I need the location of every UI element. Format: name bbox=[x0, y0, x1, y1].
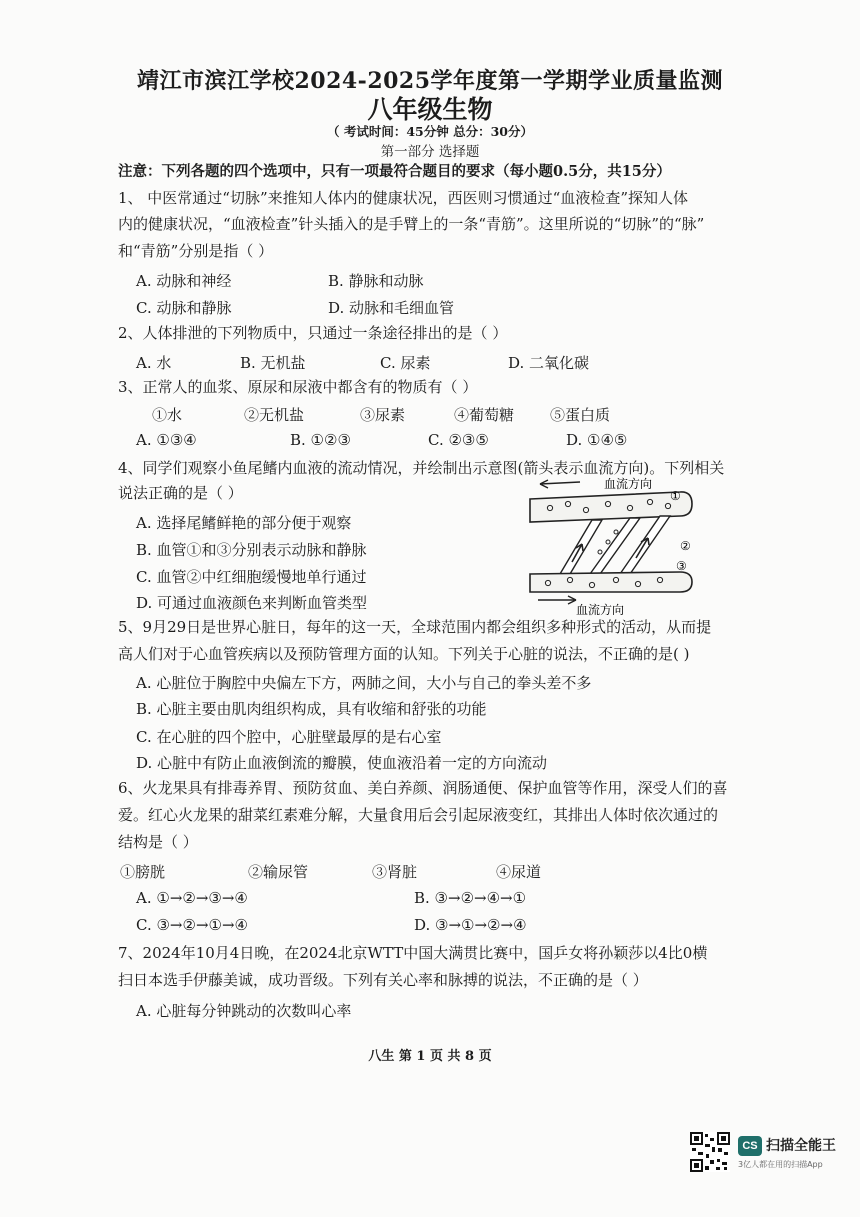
q3-option-b: B. ①②③ bbox=[290, 431, 351, 449]
diagram-label-bottom: 血流方向 bbox=[576, 603, 625, 617]
q6-item-2: ②输尿管 bbox=[248, 863, 309, 881]
q6-option-b: B. ③→②→④→① bbox=[414, 889, 527, 907]
q7-option-a: A. 心脏每分钟跳动的次数叫心率 bbox=[136, 1002, 352, 1020]
vessel-3 bbox=[530, 572, 692, 604]
question-6-line-1: 6、火龙果具有排毒养胃、预防贫血、美白养颜、润肠通便、保护血管等作用，深受人们的喜 bbox=[118, 779, 728, 797]
q3-option-d: D. ①④⑤ bbox=[566, 431, 628, 449]
subject-title: 八年级生物 bbox=[367, 95, 493, 124]
q5-option-c: C. 在心脏的四个腔中，心脏壁最厚的是右心室 bbox=[136, 728, 442, 746]
question-2-line-1: 2、人体排泄的下列物质中，只通过一条途径排出的是（ ） bbox=[118, 324, 508, 342]
diagram-number-3: ③ bbox=[676, 559, 687, 573]
exam-info: （ 考试时间：45分钟 总分：30分） bbox=[327, 124, 533, 139]
q2-option-a: A. 水 bbox=[136, 354, 172, 372]
q6-item-1: ①膀胱 bbox=[120, 863, 166, 881]
brand-tagline: 3亿人都在用的扫描App bbox=[738, 1160, 823, 1169]
question-4-line-1: 4、同学们观察小鱼尾鳍内血液的流动情况，并绘制出示意图(箭头表示血流方向)。下列相关 bbox=[118, 459, 725, 477]
q3-item-4: ④葡萄糖 bbox=[454, 406, 515, 424]
diagram-number-2: ② bbox=[680, 539, 691, 553]
q6-option-c: C. ③→②→①→④ bbox=[136, 916, 248, 934]
diagram-label-top: 血流方向 bbox=[604, 477, 653, 491]
q3-option-c: C. ②③⑤ bbox=[428, 431, 489, 449]
q6-item-4: ④尿道 bbox=[496, 863, 542, 881]
q3-item-5: ⑤蛋白质 bbox=[550, 406, 611, 424]
question-3-line-1: 3、正常人的血浆、原尿和尿液中都含有的物质有（ ） bbox=[118, 378, 478, 396]
q3-item-3: ③尿素 bbox=[360, 406, 406, 424]
scanner-watermark bbox=[690, 1132, 836, 1176]
question-6-line-3: 结构是（ ） bbox=[118, 833, 198, 851]
q4-option-b: B. 血管①和③分别表示动脉和静脉 bbox=[136, 541, 367, 559]
q5-option-a: A. 心脏位于胸腔中央偏左下方，两肺之间，大小与自己的拳头差不多 bbox=[136, 674, 592, 692]
question-7-line-2: 扫日本选手伊藤美诚，成功晋级。下列有关心率和脉搏的说法，不正确的是（ ） bbox=[118, 971, 648, 989]
q5-option-d: D. 心脏中有防止血液倒流的瓣膜，使血液沿着一定的方向流动 bbox=[136, 754, 548, 772]
q5-option-b: B. 心脏主要由肌肉组织构成，具有收缩和舒张的功能 bbox=[136, 700, 487, 718]
brand-name: 扫描全能王 bbox=[766, 1138, 836, 1154]
question-4-line-2: 说法正确的是（ ） bbox=[118, 484, 243, 502]
question-5-line-1: 5、9月29日是世界心脏日，每年的这一天，全球范围内都会组织多种形式的活动，从而提 bbox=[118, 618, 712, 636]
q2-option-c: C. 尿素 bbox=[380, 354, 431, 372]
q1-option-d: D. 动脉和毛细血管 bbox=[328, 299, 455, 317]
q1-option-b: B. 静脉和动脉 bbox=[328, 272, 424, 290]
school-title: 靖江市滨江学校2024-2025学年度第一学期学业质量监测 bbox=[136, 68, 724, 94]
q3-option-a: A. ①③④ bbox=[136, 431, 197, 449]
q6-item-3: ③肾脏 bbox=[372, 863, 418, 881]
q3-item-1: ①水 bbox=[152, 406, 183, 424]
q2-option-d: D. 二氧化碳 bbox=[508, 354, 590, 372]
blood-flow-diagram bbox=[520, 474, 700, 623]
camscanner-logo-icon: CS bbox=[738, 1136, 762, 1156]
q2-option-b: B. 无机盐 bbox=[240, 354, 306, 372]
instructions-note: 注意：下列各题的四个选项中，只有一项最符合题目的要求（每小题0.5分，共15分） bbox=[118, 163, 671, 180]
question-5-line-2: 高人们对于心血管疾病以及预防管理方面的认知。下列关于心脏的说法，不正确的是( ) bbox=[118, 645, 690, 663]
q6-option-a: A. ①→②→③→④ bbox=[136, 889, 248, 907]
question-7-line-1: 7、2024年10月4日晚，在2024北京WTT中国大满贯比赛中，国乒女将孙颖莎以4比0横 bbox=[118, 944, 708, 962]
question-6-line-2: 爱。红心火龙果的甜菜红素难分解，大量食用后会引起尿液变红，其排出人体时依次通过的 bbox=[118, 806, 719, 824]
q3-item-2: ②无机盐 bbox=[244, 406, 305, 424]
vessel-2 bbox=[560, 516, 670, 574]
q1-option-c: C. 动脉和静脉 bbox=[136, 299, 232, 317]
question-1-line-1: 1、 中医常通过“切脉”来推知人体内的健康状况，西医则习惯通过“血液检查”探知人体 bbox=[118, 189, 688, 207]
q1-option-a: A. 动脉和神经 bbox=[136, 272, 232, 290]
page-footer: 八生 第 1 页 共 8 页 bbox=[368, 1049, 492, 1064]
question-1-line-3: 和“青筋”分别是指（ ） bbox=[118, 242, 274, 260]
qr-code-icon bbox=[690, 1132, 730, 1172]
diagram-number-1: ① bbox=[670, 489, 681, 503]
part-title: 第一部分 选择题 bbox=[380, 144, 480, 160]
q6-option-d: D. ③→①→②→④ bbox=[414, 916, 527, 934]
question-1-line-2: 内的健康状况，“血液检查”针头插入的是手臂上的一条“青筋”。这里所说的“切脉”的“脉” bbox=[118, 215, 705, 233]
q4-option-d: D. 可通过血液颜色来判断血管类型 bbox=[136, 594, 368, 612]
q4-option-a: A. 选择尾鳍鲜艳的部分便于观察 bbox=[136, 514, 352, 532]
q4-option-c: C. 血管②中红细胞缓慢地单行通过 bbox=[136, 568, 367, 586]
